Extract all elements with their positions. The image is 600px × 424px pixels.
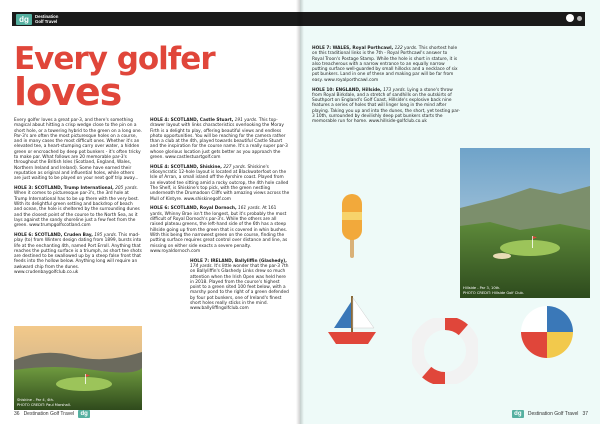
footer-magazine-name: Destination Golf Travel (23, 411, 75, 417)
hole-entry: HOLE 4: SCOTLAND, Shiskine, 227 yards. Shiskine's idiosyncratic 12-hole layout is located at Blackwaterfoot on the Isle of Arran, a small island off the Ayrshire coast. Played from an elevated tee sitting amid a rocky outcrop, the 4th hole called The Shelf, is Shiskine's top pick, with the green nestling underneath the Drumadoon Cliffs with amazing views across the Mull of Kintyre. www.shiskinegolf.com (150, 164, 290, 202)
page-footer (512, 410, 588, 418)
dot-icon (577, 16, 582, 21)
photo-credit: PHOTO CREDIT: Hillside Golf Club. (463, 290, 524, 295)
header-bar (300, 12, 585, 26)
page-footer (14, 410, 90, 418)
logo-mark: dg (16, 14, 32, 25)
headline-line1: Every golfer (14, 41, 215, 77)
beach-ball-icon (518, 300, 576, 364)
page-gutter (296, 0, 304, 424)
hole-entry: HOLE 10: ENGLAND, Hillside, 173 yards. Lying a stone's throw from Royal Birkdale, and a stretch of sandhills on the outskirts of Southport on England's Golf Coast, Hillside's explosive back nine features a series of holes that will linger long in the mind after playing. Taking you up and into the dunes, the short, yet testing par-3 10th, surrounded by devilishly deep pot bunkers starts the memorable run for home. www.hillside-golfclub.co.uk (312, 87, 460, 125)
life-ring-icon (412, 318, 478, 384)
footer-magazine-name: Destination Golf Travel (527, 411, 579, 417)
hole-entry: HOLE 7: IRELAND, Ballyliffin (Glashedy), 174 yards. It's little wonder that the par-3 7th on Ballyliffin's Glashedy Links drew so much attention when the Irish Open was held here in 2018. Played from the course's highest point to a green sited 100 feet below, with a marshy pond to the right of a green defended by four pot bunkers, one of Ireland's finest short holes really sticks in the mind. www.ballyliffingolfclub.com (190, 258, 289, 312)
footer-logo: dg (78, 410, 90, 418)
shiskine-photo (14, 326, 142, 410)
footer-logo: dg (512, 410, 524, 418)
page-headline (14, 41, 215, 114)
hole-entry: HOLE 6: SCOTLAND, Cruden Bay, 195 yards. This mad-play (to) from Winters design dating from 1899, bursts into life at the enchanting 4th, named Port Erroll. Anything that reaches the putting surface is a triumph, as short tee shots are destined to be swallowed up by a steep false front that feeds into the hollow below. Anything long will require an awkward chip from the dunes. www.crudenbaygolfclub.co.uk (14, 232, 142, 276)
photo-caption: Shiskine - Par 4, 4th. (17, 398, 55, 403)
hole-entry: HOLE 7: WALES, Royal Porthcawl, 122 yards. This shortest hole on this traditional links is the 7th - Royal Porthcawl's answer to Royal Troon's Postage Stamp. While the hole is short in stature, it is also treacherous with a narrow entrance to an equally narrow putting surface well-guarded by small hillocks and a necklace of six pot bunkers. Land in one of these and making par will be far from easy. www.royalporthcawl.com (312, 46, 458, 83)
ice-lolly-icon (340, 192, 364, 262)
photo-caption: Hillside - Par 3, 10th. (463, 286, 501, 291)
left-column-2 (150, 118, 290, 316)
header-dots (566, 14, 582, 22)
logo-line1: Destination (35, 14, 59, 19)
page-number: 37 (582, 411, 588, 417)
hillside-photo (460, 148, 590, 298)
intro-paragraph: Every golfer loves a great par-3, and there's something magical about hitting a crisp wedge close to the pin on a short hole, or a towering hybrid to the green on a long one. Par-3's are often the most picturesque holes on a course, and in many cases the most difficult ones. Whether it's an elevated tee, a heart-stumping carry over water, a hidden green or encroached by deep pot bunkers - it's often tricky to make par. What follows are 20 memorable par-3's throughout the British Isles (Scotland, England, Wales, Northern Ireland and Ireland). Some have earned their reputation as original and influential holes, while others are just waiting to be played on your next golf trip away... (14, 118, 142, 182)
right-page (300, 0, 600, 424)
photo-credit: PHOTO CREDIT: Paul Marshall. (17, 402, 72, 407)
sailboat-icon (322, 292, 382, 348)
hole-entry: HOLE 3: SCOTLAND, Trump International, 205 yards. When it comes to picturesque par-3's, the 3rd hole at Trump International has to be up there with the very best. With its delightful green setting and backdrop of beach and ocean, the hole is sheltered by the surrounding dunes and the closest point of the course to the North Sea, as it lays against the sandy shoreline just a few feet from the green. www.trumpgolfscotland.com (14, 186, 140, 229)
hole-entry: HOLE 6: SCOTLAND, Royal Dornoch, 161 yards. At 161 yards, Whinny Brae isn't the longest, but it's probably the most difficult of Royal Dornoch's par-3's. While the others are all raised plateau greens, the left-hand side of the 6th has a steep hillside going up from the green that is covered in whin bushes. With this being the narrowest green on the course, finding the putting surface requires great control over distance and line, as missing on either side exacts a severe penalty. www.royaldornoch.com (150, 206, 288, 254)
hole-entry: HOLE 4: SCOTLAND, Castle Stuart, 191 yards. This top-drawer layout with links characteristics overlooking the Moray Firth is a delight to play, offering beautiful views and endless photo opportunities. You will be reaching for the camera rather than a club at the 4th, played towards beautiful Castle Stuart and the inspiration for the course name. It's a really super par-3 whose glorious location just gets better as you approach the green. www.castlestuartgolf.com (150, 118, 288, 161)
left-column-1 (14, 118, 142, 280)
logo-line2: Golf Travel (35, 19, 58, 24)
golf-course-image (460, 148, 590, 298)
dot-icon (566, 14, 574, 22)
brand-logo[interactable] (16, 12, 58, 26)
page-number: 36 (14, 411, 20, 417)
right-column-1 (312, 46, 460, 129)
headline-line2: loves (14, 70, 122, 114)
